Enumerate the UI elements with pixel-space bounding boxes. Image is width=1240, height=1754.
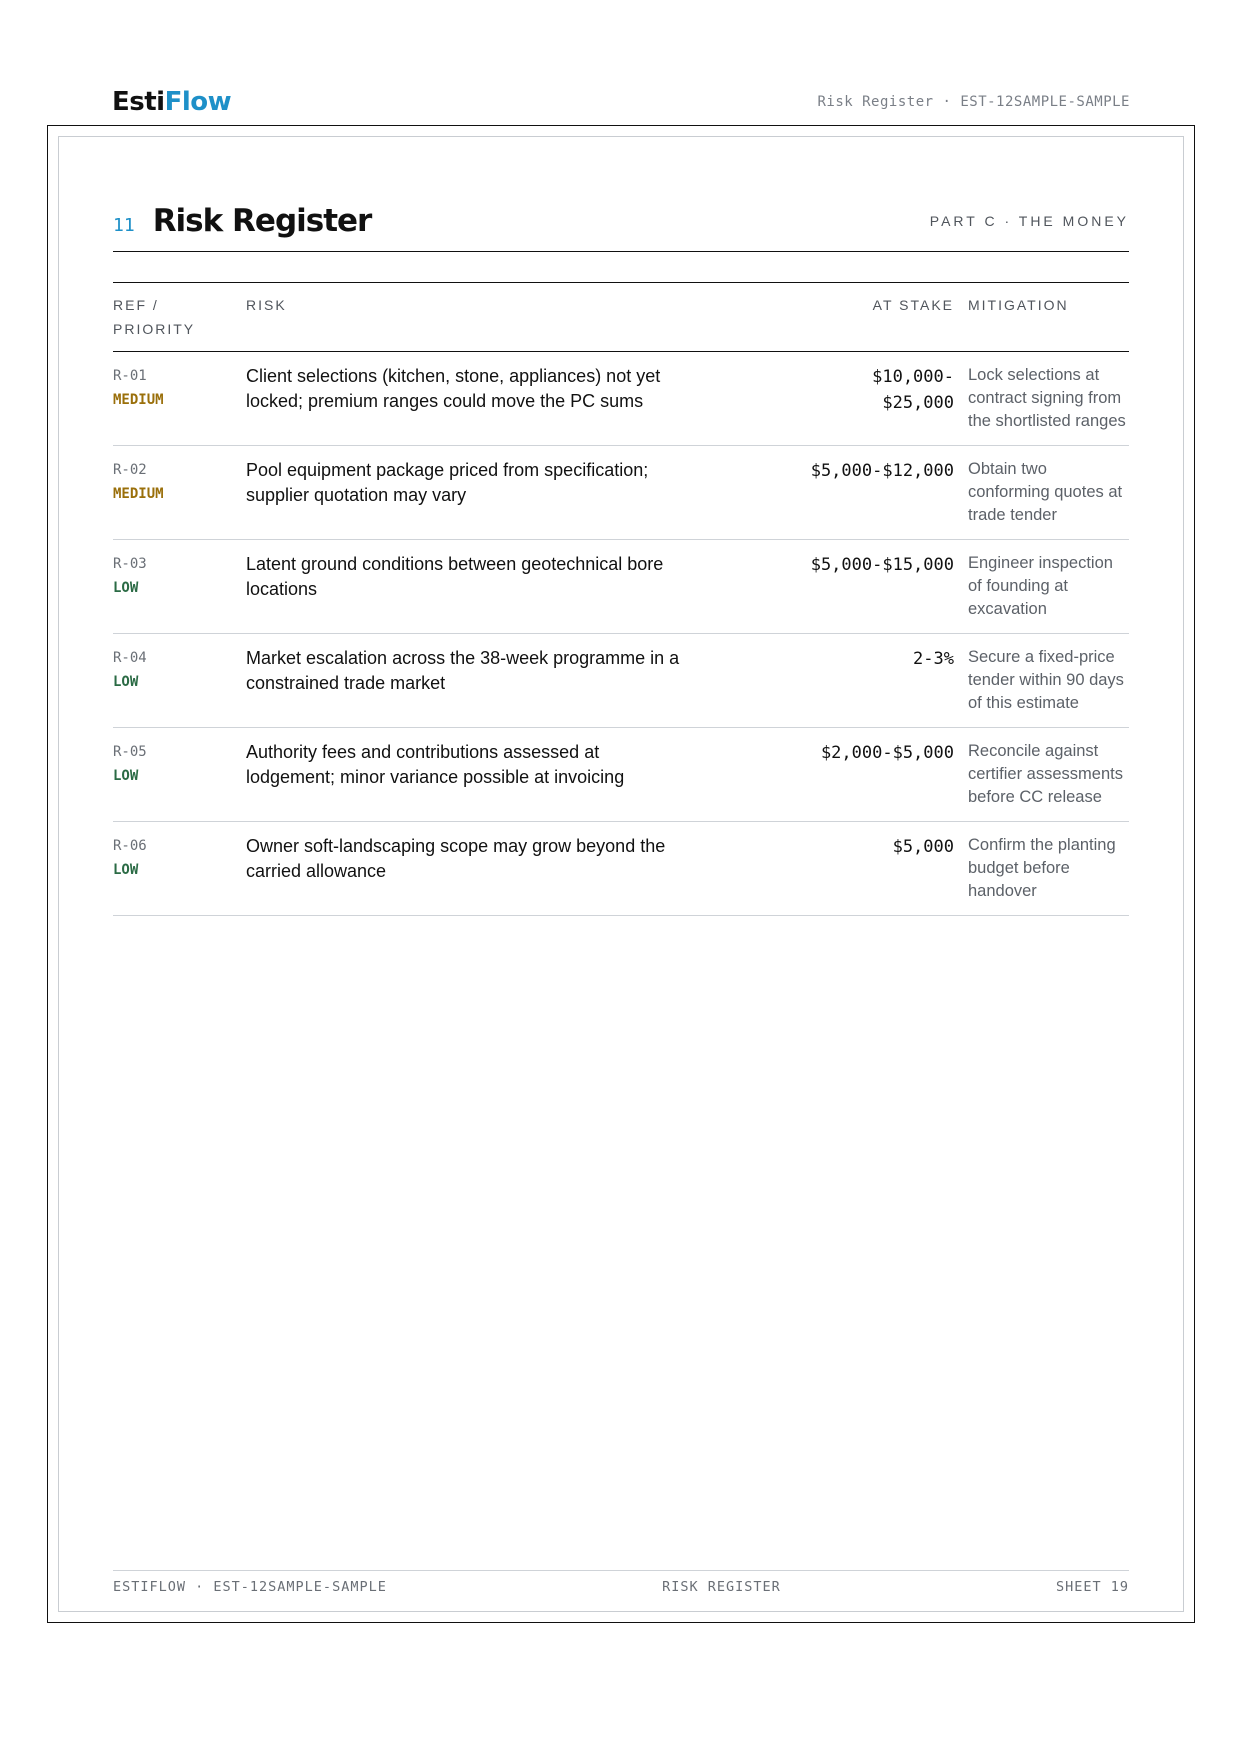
table-row: [113, 728, 1129, 822]
risk-ref: R-01: [113, 368, 147, 384]
at-stake-value: $2,000-$5,000: [820, 743, 954, 763]
section-number: 11: [113, 214, 135, 236]
page-title: Risk Register: [152, 202, 372, 239]
mitigation-text: Secure a fixed-price tender within 90 days of this estimate: [968, 648, 1124, 712]
column-header-risk: RISK: [246, 283, 694, 352]
mitigation-text: Obtain two conforming quotes at trade tender: [968, 460, 1123, 524]
section-part-label: PART C · THE MONEY: [929, 212, 1129, 229]
mitigation-text: Confirm the planting budget before handover: [968, 836, 1116, 900]
at-stake-value: 2-3%: [913, 649, 954, 669]
risk-description: Latent ground conditions between geotechnical bore locations: [246, 554, 664, 599]
risk-description: Market escalation across the 38-week programme in a constrained trade market: [246, 648, 680, 693]
at-stake-value: $5,000-$12,000: [810, 461, 954, 481]
risk-register-table: [113, 282, 1129, 916]
column-header-mitigation: MITIGATION: [968, 283, 1129, 352]
footer-document-id: ESTIFLOW · EST-12SAMPLE-SAMPLE: [113, 1578, 387, 1595]
logo-text-flow: Flow: [164, 87, 232, 117]
risk-description: Pool equipment package priced from specification; supplier quotation may vary: [246, 460, 649, 505]
risk-ref: R-05: [113, 744, 147, 760]
footer-sheet-number: SHEET 19: [1055, 1578, 1129, 1595]
logo-text-esti: Esti: [112, 87, 165, 117]
page-header: [112, 84, 1130, 120]
column-header-at-stake: AT STAKE: [694, 283, 968, 352]
priority-badge: LOW: [113, 580, 139, 596]
at-stake-value: $5,000: [892, 837, 954, 857]
table-header-row: [113, 283, 1129, 352]
at-stake-value: $10,000- $25,000: [872, 367, 954, 413]
document-reference: Risk Register · EST-12SAMPLE-SAMPLE: [817, 94, 1130, 110]
column-header-ref: REF / PRIORITY: [113, 283, 246, 352]
priority-badge: LOW: [113, 862, 139, 878]
risk-description: Client selections (kitchen, stone, appliances) not yet locked; premium ranges could move the PC sums: [246, 366, 661, 411]
footer-section-name: RISK REGISTER: [662, 1578, 781, 1595]
table-row: [113, 634, 1129, 728]
priority-badge: LOW: [113, 674, 139, 690]
risk-ref: R-02: [113, 462, 147, 478]
priority-badge: MEDIUM: [113, 486, 164, 502]
priority-badge: LOW: [113, 768, 139, 784]
risk-ref: R-04: [113, 650, 147, 666]
priority-badge: MEDIUM: [113, 392, 164, 408]
table-row: [113, 446, 1129, 540]
risk-ref: R-03: [113, 556, 147, 572]
risk-description: Owner soft-landscaping scope may grow beyond the carried allowance: [246, 836, 666, 881]
risk-ref: R-06: [113, 838, 147, 854]
mitigation-text: Reconcile against certifier assessments before CC release: [968, 742, 1123, 806]
section-heading: [113, 190, 1129, 252]
table-row: [113, 822, 1129, 916]
mitigation-text: Lock selections at contract signing from the shortlisted ranges: [968, 366, 1126, 430]
table-row: [113, 540, 1129, 634]
table-row: [113, 352, 1129, 446]
risk-description: Authority fees and contributions assessed at lodgement; minor variance possible at invoicing: [246, 742, 625, 787]
estiflow-logo: [112, 87, 231, 117]
mitigation-text: Engineer inspection of founding at excavation: [968, 554, 1113, 618]
at-stake-value: $5,000-$15,000: [810, 555, 954, 575]
page-footer: [113, 1570, 1129, 1600]
